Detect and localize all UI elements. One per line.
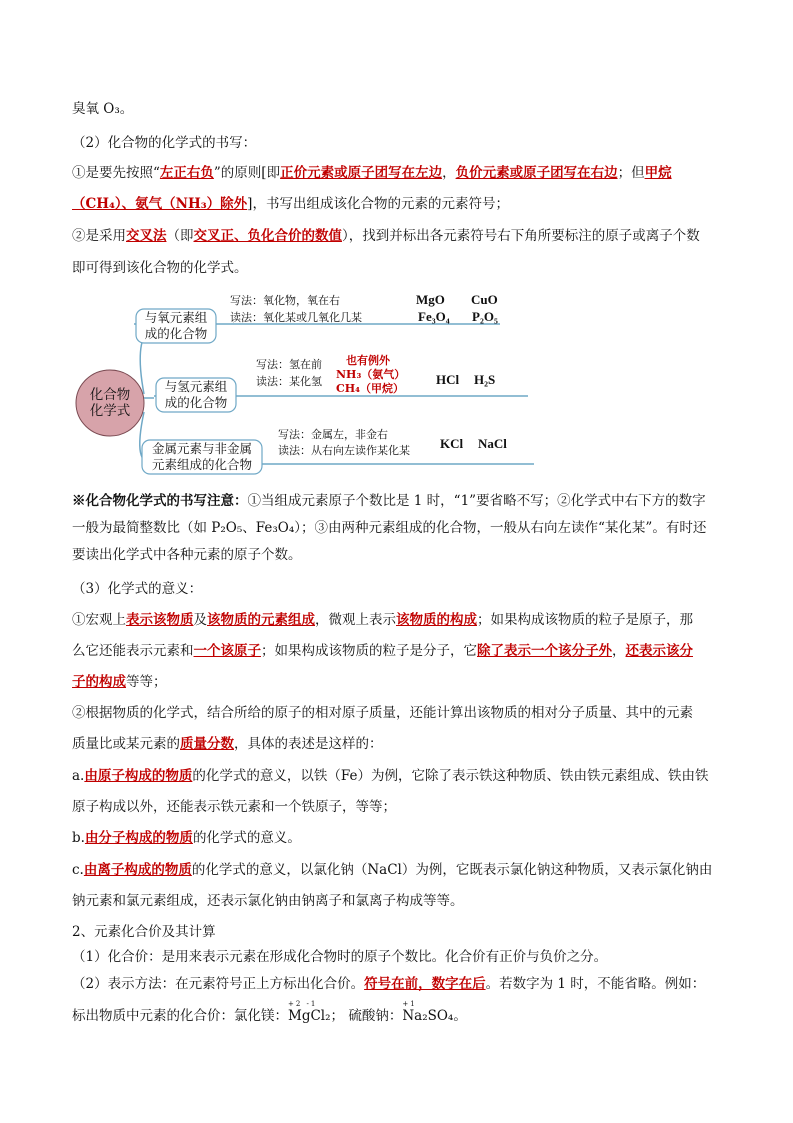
branch2-write-rule: 写法：氢在前 [256,358,322,371]
note-line-2: 一般为最简整数比（如 P₂O₅、Fe₃O₄）；③由两种元素组成的化合物，一般从右向左读作“某化某”。有时还 [72,520,707,536]
key-term: 由离子构成的物质 [83,862,192,878]
key-term: 交叉正、负化合价的数值 [193,228,342,244]
meaning-paragraph-2b: 质量比或某元素的质量分数，具体的表述是这样的： [72,736,383,752]
formula-kcl: KCl [440,436,464,451]
formula-p2o5: P₂O₅ [472,309,498,324]
ozone-line: 臭氧 O₃。 [72,101,134,117]
exception-title: 也有例外 [346,354,390,367]
branch3-write-rule: 写法：金属左，非金右 [278,428,388,441]
key-term: 还表示该分 [625,643,693,659]
key-term: 交叉法 [126,228,167,244]
meaning-item-c-2: 钠元素和氯元素组成，还表示氯化钠由钠离子和氯离子构成等等。 [72,893,464,909]
branch-label-oxygen: 与氧元素组 成的化合物 [144,310,208,341]
mgcl2-valence-marks: +2 -1 [288,1000,318,1008]
center-node-label: 化合物 化学式 [89,387,131,419]
section-heading-formula-meaning: （3）化学式的意义： [72,581,203,597]
na2so4-valence-marks: +1 [402,1000,417,1008]
branch2-read-rule: 读法：某化氢 [256,375,322,388]
key-term: 左正右负 [159,165,214,181]
key-term: 甲烷 [644,165,672,181]
rule-paragraph-1b: （CH₄）、氨气（NH₃）除外]，书写出组成该化合物的元素的元素符号； [72,196,509,212]
branch-label-hydrogen: 与氢元素组 成的化合物 [164,379,228,410]
formula-nacl: NaCl [478,436,507,451]
key-term: 由分子构成的物质 [84,830,193,846]
rule-paragraph-2b: 即可得到该化合物的化学式。 [72,260,248,276]
branch-label-metal-nonmetal: 金属元素与非金属 元素组成的化合物 [151,441,252,472]
meaning-paragraph-1a: ①宏观上表示该物质及该物质的元素组成，微观上表示该物质的构成；如果构成该物质的粒子是原子，那 [72,612,693,628]
meaning-item-c-1: c.由离子构成的物质的化学式的意义，以氯化钠（NaCl）为例，它既表示氯化钠这种物质，又表示氯化钠由 [72,862,713,878]
compound-formula-diagram [72,292,542,482]
exception-nh3: NH₃（氨气） [336,368,406,381]
key-term: 负价元素或原子团写在右边 [455,165,618,181]
note-line-3: 要读出化学式中各种元素的原子个数。 [72,547,302,563]
key-term: 正价元素或原子团写在左边 [280,165,443,181]
valence-notation-line-2: 标出物质中元素的化合价：氯化镁： +2 -1 MgCl₂； 硫酸钠： +1 Na₂SO₄。 [72,1000,467,1024]
key-term: 由原子构成的物质 [84,768,193,784]
key-term: 表示该物质 [126,612,194,628]
valence-definition: （1）化合价：是用来表示元素在形成化合物时的原子个数比。化合价有正价与负价之分。 [72,949,608,965]
meaning-item-a-2: 原子构成以外，还能表示铁元素和一个铁原子，等等； [72,799,396,815]
meaning-paragraph-1c: 子的构成等等； [72,674,167,690]
meaning-paragraph-2a: ②根据物质的化学式，结合所给的原子的相对原子质量，还能计算出该物质的相对分子质量、其中的元素 [72,705,693,721]
exception-ch4: CH₄（甲烷） [336,382,404,395]
section-heading-valence: 2、元素化合价及其计算 [72,924,216,940]
formula-hcl: HCl [436,372,460,387]
key-term: 除了表示一个该分子外 [477,643,612,659]
formula-cuo: CuO [471,292,498,307]
branch1-read-rule: 读法：氧化某或几氧化几某 [230,311,362,324]
note-title: ※化合物化学式的书写注意： [72,493,248,509]
meaning-item-b: b.由分子构成的物质的化学式的意义。 [72,830,301,846]
key-term: （CH₄）、氨气（NH₃）除外 [72,196,248,212]
branch3-read-rule: 读法：从右向左读作某化某 [278,444,410,457]
key-term: 符号在前，数字在后 [364,976,486,992]
formula-fe3o4: Fe₃O₄ [418,309,450,324]
section-heading-formula-writing: （2）化合物的化学式的书写： [72,135,257,151]
note-line-1: ※化合物化学式的书写注意：①当组成元素原子个数比是 1 时，“1”要省略不写；②化学式中右下方的数字 [72,493,706,509]
key-term: 一个该原子 [193,643,261,659]
formula-mgo: MgO [416,292,445,307]
key-term: 质量分数 [180,736,234,752]
valence-notation-line-1: （2）表示方法：在元素符号正上方标出化合价。符号在前，数字在后。若数字为 1 时，不能省略。例如： [72,976,706,992]
meaning-item-a-1: a.由原子构成的物质的化学式的意义，以铁（Fe）为例，它除了表示铁这种物质、铁由铁元素组成、铁由铁 [72,768,709,784]
rule-paragraph-1a: ①是要先按照“左正右负”的原则[即正价元素或原子团写在左边，负价元素或原子团写在右边；但甲烷 [72,165,672,181]
formula-h2s: H₂S [474,372,496,387]
key-term: 子的构成 [72,674,126,690]
branch1-write-rule: 写法：氧化物，氧在右 [230,294,340,307]
key-term: 该物质的元素组成 [207,612,315,628]
meaning-paragraph-1b: 么它还能表示元素和一个该原子；如果构成该物质的粒子是分子，它除了表示一个该分子外，还表示该分 [72,643,693,659]
rule-paragraph-2a: ②是采用交叉法（即交叉正、负化合价的数值），找到并标出各元素符号右下角所要标注的原子或离子个数 [72,228,700,244]
na2so4-valence-formula: +1 Na₂SO₄ [402,1000,454,1024]
mgcl2-valence-formula: +2 -1 MgCl₂ [288,1000,331,1024]
key-term: 该物质的构成 [396,612,477,628]
